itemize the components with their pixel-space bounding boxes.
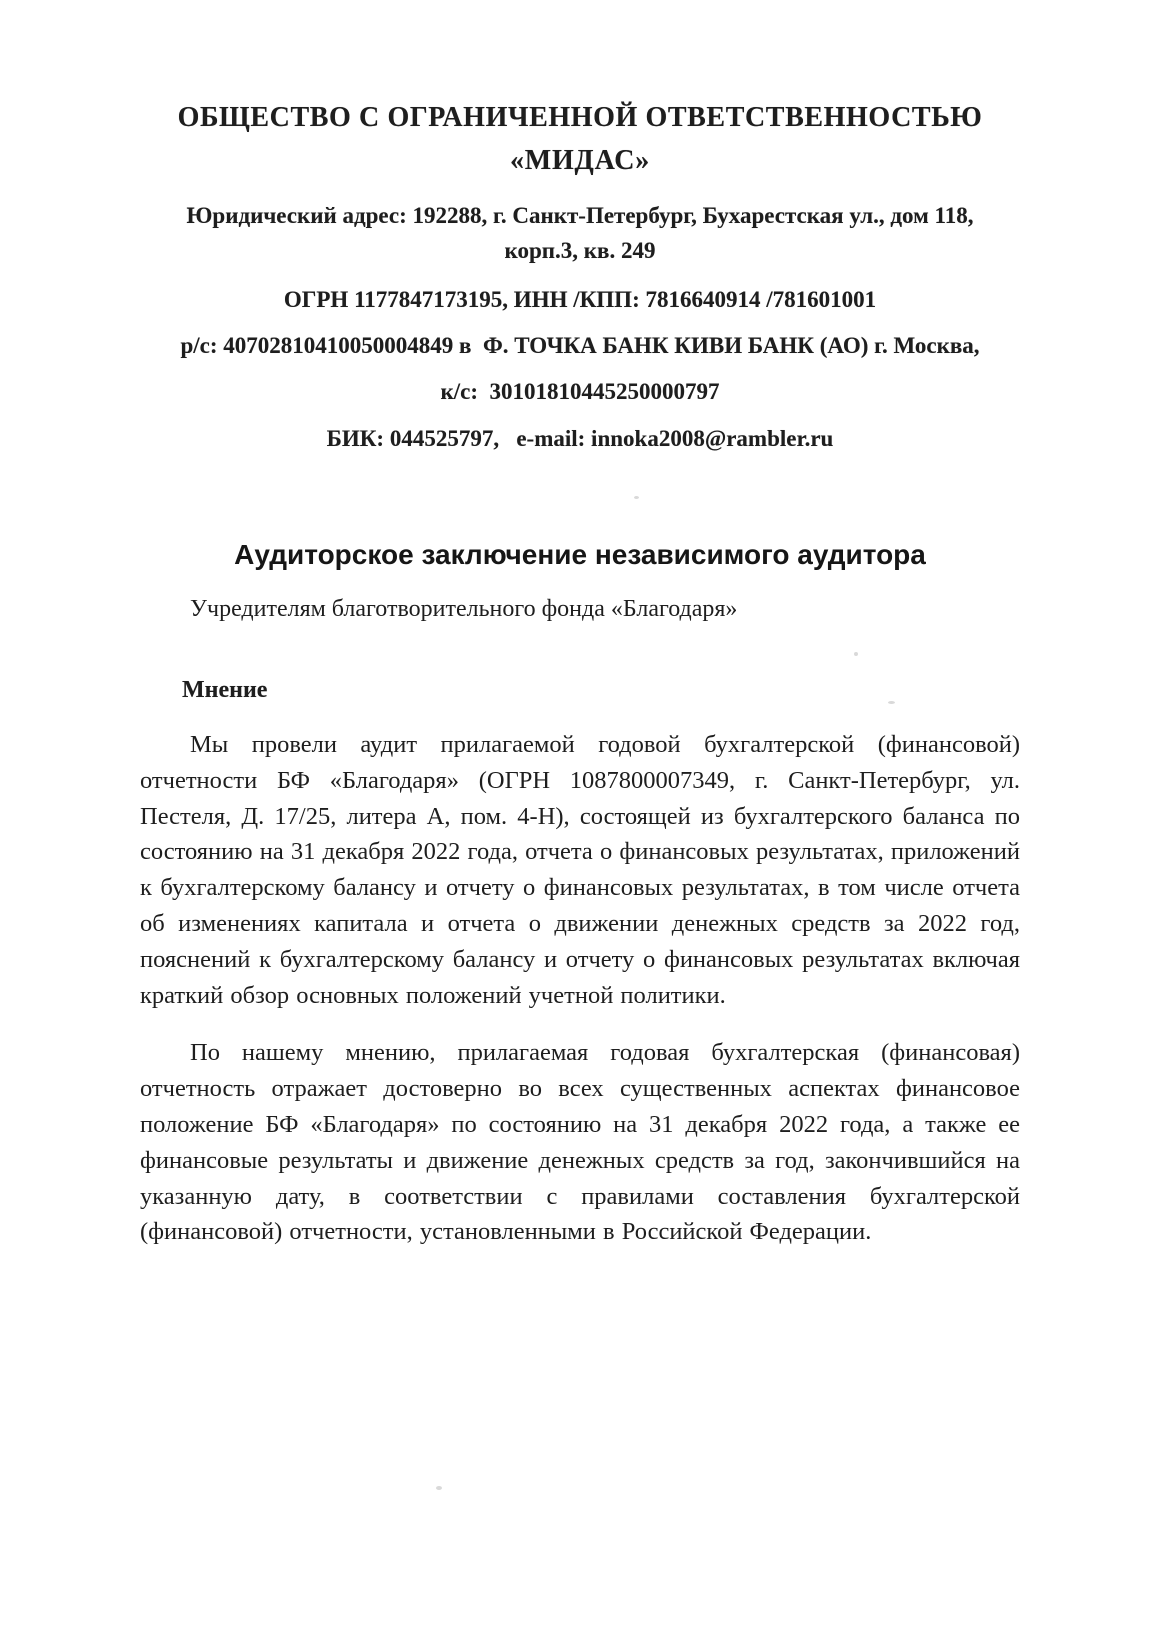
bik-email-line: БИК: 044525797, e-mail: innoka2008@rambler.ru <box>326 426 834 451</box>
opinion-section-heading: Мнение <box>182 677 268 703</box>
ogrn-inn-kpp-line: ОГРН 1177847173195, ИНН /КПП: 7816640914 /781601001 <box>283 287 877 312</box>
company-name-line2: «МИДАС» <box>509 145 651 176</box>
opinion-paragraph-2: По нашему мнению, прилагаемая годовая бухгалтерская (финансовая) отчетность отражает достоверно во всех существенных аспектах финансовое положение БФ «Благодаря» по состоянию на 31 декабря 2022 года, а также ее финансовые результаты и движение денежных средств за год, закончившийся на указанную дату, в соответствии с правилами составления бухгалтерской (финансовой) отчетности, установленными в Российской Федерации. <box>140 1039 1020 1246</box>
scan-artifact-speck <box>436 1486 442 1490</box>
legal-address-line1: Юридический адрес: 192288, г. Санкт-Петербург, Бухарестская ул., дом 118, <box>186 203 974 228</box>
scan-artifact-speck <box>854 652 858 656</box>
report-title: Аудиторское заключение независимого аудитора <box>234 539 926 570</box>
report-addressee: Учредителям благотворительного фонда «Благодаря» <box>190 596 738 622</box>
opinion-paragraph-1: Мы провели аудит прилагаемой годовой бухгалтерской (финансовой) отчетности БФ «Благодаря» (ОГРН 1087800007349, г. Санкт-Петербург, ул. Пестеля, Д. 17/25, литера А, пом. 4-Н), состоящей из бухгалтерского баланса по состоянию на 31 декабря 2022 года, отчета о финансовых результатах, приложений к бухгалтерскому балансу и отчету о финансовых результатах, в том числе отчета об изменениях капитала и отчета о движении денежных средств за 2022 год, пояснений к бухгалтерскому балансу и отчету о финансовых результатах включая краткий обзор основных положений учетной политики. <box>140 731 1020 1009</box>
legal-address-line2: корп.3, кв. 249 <box>504 238 656 263</box>
legal-address <box>140 198 1020 268</box>
scan-artifact-speck <box>634 496 639 499</box>
document-content <box>0 96 1160 1250</box>
correspondent-account-line: к/с: 30101810445250000797 <box>440 379 720 404</box>
scan-artifact-speck <box>888 701 895 704</box>
settlement-account-line: р/с: 40702810410050004849 в Ф. ТОЧКА БАНК КИВИ БАНК (АО) г. Москва, <box>180 333 980 358</box>
company-name-line1: ОБЩЕСТВО С ОГРАНИЧЕННОЙ ОТВЕТСТВЕННОСТЬЮ <box>177 102 983 133</box>
